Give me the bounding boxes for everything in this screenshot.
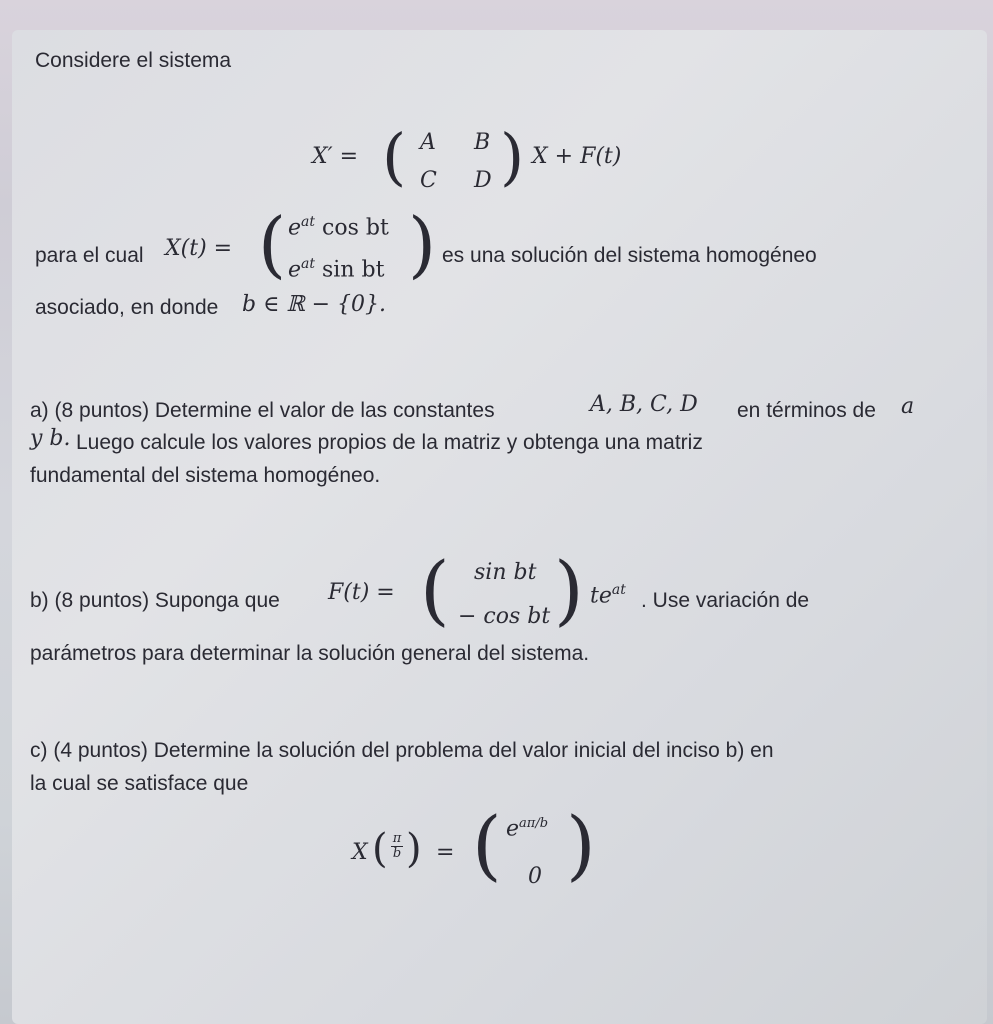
xt-right-paren: ): [408, 202, 437, 286]
part-a-line2-text: Luego calcule los valores propios de la matriz y obtenga una matriz: [76, 431, 703, 454]
part-b-prefix: b) (8 puntos) Suponga que: [30, 589, 280, 612]
part-a-line3-text: fundamental del sistema homogéneo.: [30, 464, 381, 487]
part-a-var-b: y b.: [30, 426, 71, 451]
intro-text: Considere el sistema: [35, 49, 232, 72]
matrix-b: B: [474, 130, 491, 155]
ic-equals: =: [436, 840, 455, 865]
xt-label: X(t) =: [165, 236, 233, 261]
part-b-line2: parámetros para determinar la solución general del sistema.: [30, 642, 590, 665]
ic-vector-right-paren: ): [566, 800, 596, 889]
ft-left-paren: (: [420, 545, 450, 634]
ic-arg-fraction: π b: [392, 831, 402, 861]
part-c-line1: c) (4 puntos) Determine la solución del problema del valor inicial del inciso b) en: [30, 739, 774, 762]
xt-left-paren: (: [258, 202, 287, 286]
ic-vector-left-paren: (: [472, 800, 502, 889]
ft-factor: $te^{at}$: [590, 582, 626, 609]
part-b-suffix: . Use variación de: [641, 589, 810, 612]
part-c-line2: la cual se satisface que: [30, 772, 249, 795]
para-line2-prefix: asociado, en donde: [35, 296, 219, 319]
ic-arg-left-paren: (: [372, 826, 388, 872]
part-a-var-a: a: [901, 394, 915, 419]
matrix-a: A: [420, 130, 436, 155]
ic-vector-bottom: 0: [528, 864, 542, 889]
ft-label: F(t) =: [328, 580, 395, 605]
xt-row2: $e^{at}$ sin bt: [288, 256, 385, 283]
matrix-d: D: [474, 168, 492, 193]
system-lhs: X′ =: [312, 144, 359, 169]
system-rhs: X + F(t): [532, 144, 622, 169]
part-a-line1-text: a) (8 puntos) Determine el valor de las constantes: [30, 399, 495, 422]
matrix-c: C: [420, 168, 437, 193]
part-a-line1-text2: en términos de: [737, 399, 876, 422]
ic-lhs: X: [352, 840, 368, 865]
ft-row2: − cos bt: [458, 604, 551, 629]
ft-row1: sin bt: [474, 560, 537, 585]
para-prefix: para el cual: [35, 244, 144, 267]
para-suffix: es una solución del sistema homogéneo: [442, 244, 817, 267]
ic-arg-right-paren: ): [406, 826, 422, 872]
ft-right-paren: ): [554, 545, 584, 634]
xt-row1: $e^{at}$ cos bt: [288, 214, 389, 241]
matrix-right-paren: ): [500, 120, 525, 193]
para-line2-math: b ∈ ℝ − {0}.: [242, 292, 387, 317]
matrix-left-paren: (: [382, 120, 407, 193]
part-a-constants: A, B, C, D: [590, 392, 698, 417]
ic-vector-top: $e^{a\pi/b}$: [506, 816, 549, 842]
